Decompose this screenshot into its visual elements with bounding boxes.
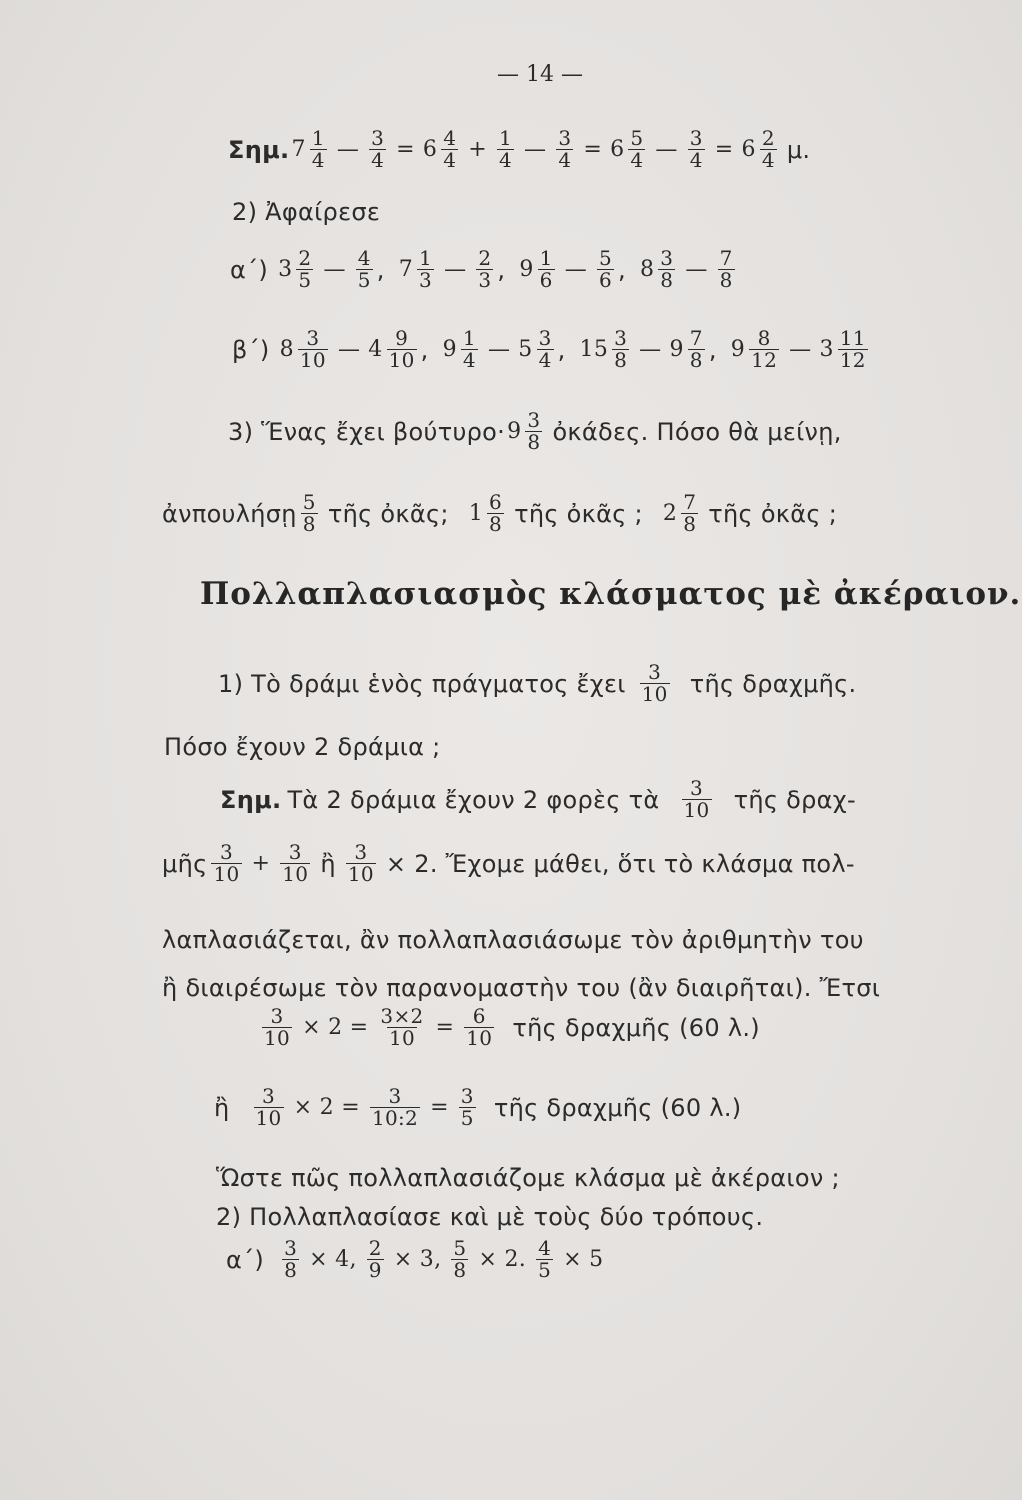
multiplication: × 2 =	[293, 1095, 360, 1120]
exercise-2-title	[232, 198, 380, 226]
whole-number: 15	[579, 337, 609, 362]
problem-text: τῆς ὀκᾶς ;	[514, 499, 643, 528]
whole-number: 7	[291, 137, 306, 162]
item-label: α΄)	[226, 1245, 265, 1274]
fraction: $\frac{3}{8}$	[527, 408, 541, 454]
fraction: $\frac{3}{8}$	[284, 1236, 298, 1282]
fraction: $\frac{8}{12}$	[751, 326, 778, 372]
fraction: $\frac{3}{10}$	[347, 840, 374, 886]
exercise-3-line-2	[162, 492, 843, 535]
comma: ,	[497, 255, 506, 284]
exercise-title: 2) Ἀφαίρεσε	[232, 198, 381, 226]
exercise-2b-line	[232, 328, 872, 371]
minus-sign: —	[323, 257, 346, 282]
fraction: $\frac{5}{8}$	[453, 1236, 467, 1282]
fraction: $\frac{2}{3}$	[478, 246, 492, 292]
section-heading: Πολλαπλασιασμὸς κλάσματος μὲ ἀκέραιον.	[200, 576, 1022, 612]
fraction: $\frac{6}{8}$	[489, 490, 503, 536]
minus-sign: —	[444, 257, 467, 282]
solution-text: × 2. Ἔχομε μάθει, ὅτι τὸ κλάσμα πολ-	[385, 849, 855, 878]
fraction: $\frac{4}{5}$	[357, 246, 371, 292]
problem-text: 1) Τὸ δράμι ἑνὸς πράγματος ἔχει	[218, 669, 626, 698]
solution-text: τῆς δραχ-	[733, 785, 856, 814]
minus-sign: —	[487, 337, 511, 362]
equation-1	[258, 1006, 766, 1049]
solution-text: ἢ	[214, 1093, 230, 1122]
fraction: $\frac{4}{5}$	[538, 1236, 552, 1282]
whole-number: 6	[741, 137, 756, 162]
minus-sign: —	[524, 137, 547, 162]
whole-number: 2	[662, 501, 678, 526]
exercise-4a-line	[226, 1238, 609, 1281]
solution-line-1	[228, 128, 816, 171]
fraction: $\frac{3}{4}$	[371, 126, 385, 172]
minus-sign: —	[564, 257, 587, 282]
solution-text: τῆς δραχμῆς (60 λ.)	[512, 1013, 760, 1042]
minus-sign: —	[685, 257, 708, 282]
whole-number: 5	[518, 337, 533, 362]
fraction: $\frac{1}{4}$	[311, 126, 325, 172]
fraction: $\frac{6}{10}$	[466, 1004, 493, 1050]
multiplication: × 2 =	[302, 1015, 369, 1040]
equals-sign: =	[583, 137, 603, 162]
whole-number: 7	[398, 257, 414, 282]
fraction: $\frac{1}{6}$	[539, 246, 553, 292]
fraction: $\frac{3}{4}$	[558, 126, 572, 172]
solution-text: λαπλασιάζεται, ἂν πολλαπλασιάσωμε τὸν ἀριθμητὴν του	[162, 926, 864, 954]
whole-number: 3	[278, 257, 293, 282]
whole-number: 3	[819, 337, 834, 362]
item-label: α΄)	[230, 255, 269, 284]
equals-sign: =	[714, 137, 734, 162]
whole-number: 8	[279, 337, 294, 362]
fraction: $\frac{3}{10}$	[255, 1084, 282, 1130]
whole-number: 9	[519, 257, 534, 282]
multiplication: × 3,	[393, 1247, 442, 1272]
solution-text: μῆς	[162, 849, 208, 878]
solution-text: ἢ	[320, 849, 336, 878]
equals-sign: =	[435, 1015, 455, 1040]
problem-text: τῆς δραχμῆς.	[689, 669, 857, 698]
fraction: $\frac{3}{10}$	[213, 840, 240, 886]
fraction: $\frac{3}{10:2}$	[371, 1084, 419, 1130]
fraction: $\frac{1}{4}$	[462, 326, 476, 372]
whole-number: 9	[507, 419, 522, 444]
comma: ,	[708, 335, 717, 364]
problem-text: τῆς ὀκᾶς ;	[708, 499, 838, 528]
plus-sign: +	[468, 137, 487, 162]
comma: ,	[618, 255, 626, 284]
fraction: $\frac{3}{4}$	[538, 326, 552, 372]
minus-sign: —	[337, 337, 361, 362]
fraction: $\frac{5}{8}$	[302, 490, 316, 536]
whole-number: 6	[422, 137, 438, 162]
whole-number: 9	[730, 337, 746, 362]
fraction: $\frac{1}{4}$	[498, 126, 512, 172]
fraction: $\frac{3}{10}$	[299, 326, 326, 372]
solution-2-line-2	[162, 842, 861, 885]
minus-sign: —	[639, 337, 662, 362]
minus-sign: —	[336, 137, 360, 162]
fraction: $\frac{3}{8}$	[614, 326, 628, 372]
solution-text: τῆς δραχμῆς (60 λ.)	[493, 1093, 742, 1122]
fraction: $\frac{2}{5}$	[298, 246, 312, 292]
fraction: $\frac{4}{4}$	[443, 126, 457, 172]
plus-sign: +	[251, 851, 271, 876]
note-label: Σημ.	[220, 785, 282, 814]
fraction: $\frac{3}{10}$	[641, 660, 668, 706]
whole-number: 1	[468, 501, 484, 526]
whole-number: 8	[639, 257, 655, 282]
whole-number: 9	[442, 337, 457, 362]
exercise-4-title	[216, 1203, 763, 1231]
minus-sign: —	[655, 137, 678, 162]
problem-1-line-2	[164, 733, 441, 761]
whole-number: 9	[669, 337, 684, 362]
problem-1-line-1	[218, 662, 863, 705]
solution-text: ἢ διαιρέσωμε τὸν παρανομαστὴν του (ἂν διαιρῆται). Ἔτσι	[162, 974, 881, 1002]
question-text: Ὥστε πῶς πολλαπλασιάζομε κλάσμα μὲ ἀκέραιον ;	[216, 1164, 840, 1192]
whole-number: 4	[368, 337, 383, 362]
multiplication: × 2.	[478, 1247, 527, 1272]
fraction: $\frac{2}{4}$	[761, 126, 775, 172]
fraction: $\frac{3}{10}$	[282, 840, 309, 886]
minus-sign: —	[789, 337, 812, 362]
fraction: $\frac{3}{8}$	[660, 246, 674, 292]
fraction: $\frac{3}{10}$	[683, 776, 710, 822]
exercise-3-line-1	[228, 410, 848, 453]
fraction: $\frac{7}{8}$	[719, 246, 733, 292]
problem-text: 3) Ἕνας ἔχει βούτυρο·	[228, 417, 506, 446]
solution-text: Τὰ 2 δράμια ἔχουν 2 φορὲς τὰ	[287, 785, 660, 814]
equation-2	[214, 1086, 747, 1129]
multiplication: × 4,	[309, 1247, 357, 1272]
fraction: $\frac{5}{6}$	[599, 246, 613, 292]
fraction: $\frac{2}{9}$	[368, 1236, 382, 1282]
comma: ,	[420, 335, 429, 364]
comma: ,	[557, 335, 566, 364]
equals-sign: =	[430, 1095, 449, 1120]
fraction: $\frac{11}{12}$	[839, 326, 866, 372]
exercise-title: 2) Πολλαπλασίασε καὶ μὲ τοὺς δύο τρόπους.	[216, 1203, 764, 1231]
fraction: $\frac{1}{3}$	[419, 246, 433, 292]
equals-sign: =	[396, 137, 415, 162]
fraction: $\frac{3\times 2}{10}$	[380, 1004, 424, 1050]
whole-number: 6	[610, 137, 625, 162]
item-label: β΄)	[232, 335, 270, 364]
note-label: Σημ.	[228, 135, 290, 164]
problem-text: ἀνπουλήσῃ	[162, 499, 297, 528]
solution-2-line-1	[220, 778, 862, 821]
unit-label: μ.	[786, 135, 811, 164]
solution-2-line-4	[162, 974, 880, 1002]
exercise-2a-line	[230, 248, 739, 291]
fraction: $\frac{9}{10}$	[388, 326, 415, 372]
problem-text: ὀκάδες. Πόσο θὰ μείνῃ,	[552, 417, 842, 446]
fraction: $\frac{3}{10}$	[264, 1004, 291, 1050]
multiplication: × 5	[563, 1247, 604, 1272]
fraction: $\frac{7}{8}$	[683, 490, 697, 536]
solution-2-line-3	[162, 926, 864, 954]
problem-text: τῆς ὀκᾶς;	[327, 499, 449, 528]
problem-text: Πόσο ἔχουν 2 δράμια ;	[164, 733, 441, 761]
fraction: $\frac{7}{8}$	[689, 326, 703, 372]
comma: ,	[376, 255, 385, 284]
fraction: $\frac{5}{4}$	[630, 126, 644, 172]
fraction: $\frac{3}{4}$	[689, 126, 703, 172]
fraction: $\frac{3}{5}$	[460, 1084, 474, 1130]
question-line	[216, 1164, 840, 1192]
page-number: — 14 —	[497, 62, 583, 87]
